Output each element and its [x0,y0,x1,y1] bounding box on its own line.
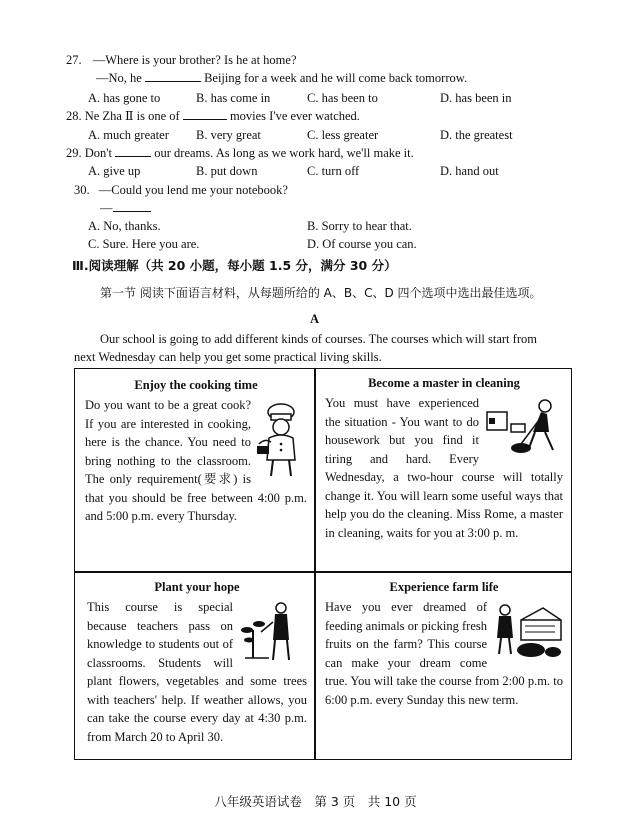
q28-stem [66,108,360,124]
course-plant-body: This course is special because teachers pass on knowledge to students out of classrooms. Students will plant flowers, vegetables and some trees with teachers' help. If weather allows, you can take the course every day at 4:30 p.m. from March 20 to April 30. [87,600,307,744]
course-farm-title: Experience farm life [389,580,499,594]
q28-option-a[interactable]: A. much greater [88,128,169,142]
q27-option-b[interactable]: B. has come in [196,91,271,105]
course-cleaning-title: Become a master in cleaning [368,376,520,390]
passage-intro-2: next Wednesday can help you get some practical living skills. [74,350,382,364]
q29-option-d[interactable]: D. hand out [440,164,499,178]
q27-option-d[interactable]: D. has been in [440,91,512,105]
q30-option-d[interactable]: D. Of course you can. [307,237,417,251]
course-cooking [85,377,307,526]
farm-icon [491,600,563,662]
cleaning-icon [483,396,563,458]
gardener-icon [239,600,303,664]
q30-option-b[interactable]: B. Sorry to hear that. [307,219,412,233]
q28-text-pre: Ne Zha Ⅱ is one of [84,109,180,123]
q29-number: 29. [66,146,82,160]
q27-answer-post: Beijing for a week and he will come back tomorrow. [204,71,468,85]
course-cleaning-body: You must have experienced the situation - You want to do housework but you find it tiring and hard. Every Wednesday, a two-hour course will totally change it. You will learn some useful ways that help you do the cleaning. Miss Rome, a master in cleaning, waits for you at 3:00 p. m. [325,396,563,540]
chef-icon [255,402,307,478]
q28-option-b[interactable]: B. very great [196,128,261,142]
course-cooking-title: Enjoy the cooking time [134,378,258,392]
q29-stem [66,145,414,161]
q30-reply-line [100,200,151,216]
page-footer: 八年级英语试卷 第 3 页 共 10 页 [214,794,417,809]
q30-reply-dash: — [100,201,113,215]
q27-number: 27. [66,53,82,67]
q27-answer-line [96,70,467,86]
q28-blank[interactable] [183,108,227,120]
q30-blank[interactable] [113,200,151,212]
q27-option-a[interactable]: A. has gone to [88,91,161,105]
course-grid [74,368,572,760]
course-farm-body: Have you ever dreamed of feeding animals or picking fresh fruits on the farm? This course can make your dream come true. You will take the course from 2:00 p.m. to 6:00 p.m. every Sunday this new term. [325,600,563,707]
q29-option-b[interactable]: B. put down [196,164,258,178]
q29-text-post: our dreams. As long as we work hard, we'll make it. [154,146,414,160]
passage-letter: A [310,312,320,326]
grid-vertical-divider [314,369,316,759]
course-cooking-body: Do you want to be a great cook? If you are interested in cooking, here is the chance. You need to bring nothing to the classroom. The only requirement(要求) is that you should be free between 4:00 p.m. and 5:00 p.m. every Thursday. [85,398,307,523]
q29-option-a[interactable]: A. give up [88,164,141,178]
course-plant [87,579,307,746]
q30-number: 30. [74,183,90,197]
q27-stem [66,52,297,68]
course-cleaning [325,375,563,542]
grid-horizontal-divider [75,571,571,573]
course-plant-title: Plant your hope [154,580,240,594]
q27-text: —Where is your brother? Is he at home? [92,53,297,67]
q29-option-c[interactable]: C. turn off [307,164,360,178]
q30-stem [74,182,288,198]
q30-option-a[interactable]: A. No, thanks. [88,219,161,233]
passage-intro-1: Our school is going to add different kinds of courses. The courses which will start from [100,332,537,346]
section-instruction: 第一节 阅读下面语言材料，从每题所给的 A、B、C、D 四个选项中选出最佳选项。 [100,286,542,300]
q29-blank[interactable] [115,145,151,157]
q27-answer-pre: —No, he [96,71,142,85]
section-title: Ⅲ.阅读理解（共 20 小题，每小题 1.5 分，满分 30 分） [72,258,397,273]
q28-option-c[interactable]: C. less greater [307,128,379,142]
course-farm [325,579,563,709]
q28-option-d[interactable]: D. the greatest [440,128,513,142]
q28-number: 28. [66,109,82,123]
q28-text-post: movies I've ever watched. [229,109,360,123]
q29-text-pre: Don't [84,146,113,160]
q30-text: —Could you lend me your notebook? [98,183,288,197]
q27-blank[interactable] [145,70,201,82]
q27-option-c[interactable]: C. has been to [307,91,378,105]
q30-option-c[interactable]: C. Sure. Here you are. [88,237,200,251]
